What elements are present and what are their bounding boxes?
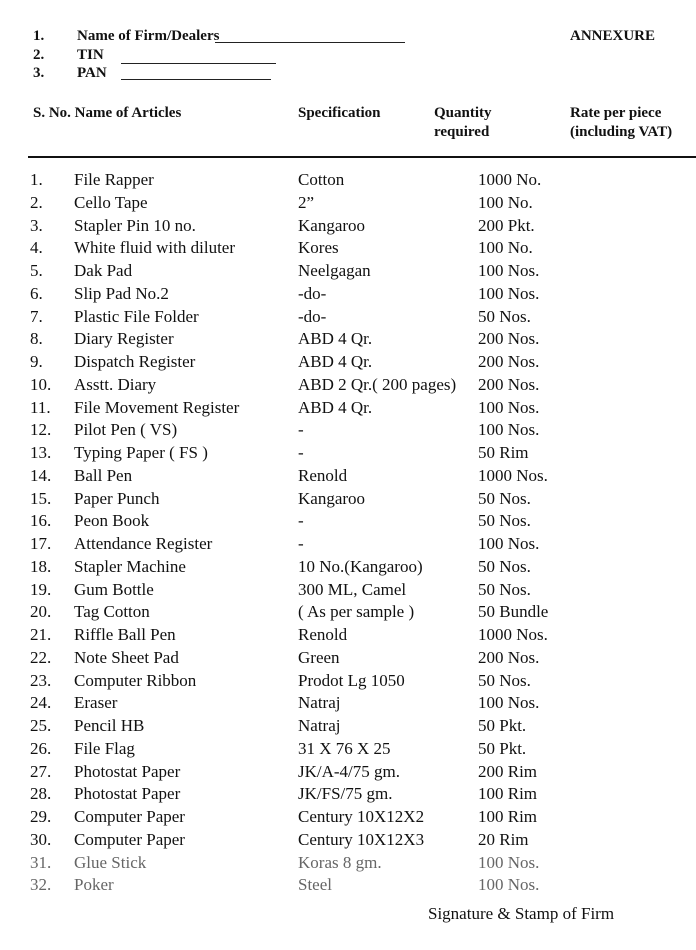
item-sno: 3.	[30, 215, 43, 235]
item-qty: 100 Nos.	[478, 693, 540, 713]
table-row	[0, 716, 696, 739]
item-qty: 100 Nos.	[478, 875, 540, 895]
item-sno: 21.	[30, 625, 52, 644]
col-header-spec: Specification	[298, 105, 381, 121]
item-name: Stapler Machine	[74, 556, 186, 576]
item-sno: 11.	[30, 397, 51, 417]
item-sno: 9.	[30, 352, 43, 371]
item-spec: ( As per sample )	[298, 602, 415, 622]
item-name: Attendance Register	[74, 534, 213, 553]
item-spec: ABD 2 Qr.( 200 pages)	[298, 374, 457, 394]
item-sno: 6.	[30, 283, 43, 303]
item-sno: 2.	[30, 192, 43, 212]
item-name: Stapler Pin 10 no.	[74, 215, 196, 235]
item-name: Dispatch Register	[74, 352, 196, 371]
table-row	[0, 875, 696, 898]
item-name: File Flag	[74, 738, 135, 758]
item-name: Photostat Paper	[74, 784, 181, 804]
item-qty: 50 Bundle	[478, 602, 549, 622]
item-qty: 100 Rim	[478, 807, 538, 826]
col-header-rate	[570, 104, 672, 142]
table-row	[0, 762, 696, 785]
item-spec: 10 No.(Kangaroo)	[298, 556, 423, 576]
item-name: White fluid with diluter	[74, 238, 235, 258]
item-sno: 26.	[30, 738, 52, 758]
item-spec: JK/FS/75 gm.	[298, 784, 393, 804]
item-qty: 100 No.	[478, 238, 533, 258]
item-spec: Renold	[298, 625, 348, 644]
table-row	[0, 693, 696, 716]
table-row	[0, 807, 696, 830]
table-row	[0, 170, 696, 193]
table-row	[0, 489, 696, 512]
item-name: Pencil HB	[74, 716, 145, 735]
item-spec: Cotton	[298, 170, 345, 189]
table-row	[0, 511, 696, 534]
table-row	[0, 466, 696, 489]
item-name: File Movement Register	[74, 397, 240, 417]
item-sno: 17.	[30, 534, 52, 553]
field-number: 2.	[33, 47, 45, 63]
table-row	[0, 557, 696, 580]
item-sno: 19.	[30, 579, 52, 599]
item-name: Eraser	[74, 693, 118, 713]
item-qty: 100 Nos.	[478, 420, 540, 440]
item-spec: Natraj	[298, 716, 341, 735]
field-label: Name of Firm/Dealers	[77, 28, 220, 44]
item-qty: 100 Nos.	[478, 261, 540, 280]
table-row	[0, 193, 696, 216]
item-name: Cello Tape	[74, 192, 148, 212]
item-name: File Rapper	[74, 170, 154, 189]
table-row	[0, 830, 696, 853]
table-row	[0, 420, 696, 443]
item-qty: 200 Nos.	[478, 647, 540, 667]
item-sno: 31.	[30, 852, 52, 872]
item-qty: 20 Rim	[478, 829, 529, 849]
item-sno: 14.	[30, 465, 52, 485]
item-sno: 16.	[30, 511, 52, 531]
item-spec: 300 ML, Camel	[298, 579, 407, 599]
item-qty: 50 Pkt.	[478, 738, 527, 758]
item-sno: 15.	[30, 488, 52, 508]
table-row	[0, 398, 696, 421]
item-qty: 200 Rim	[478, 761, 538, 781]
item-spec: Renold	[298, 465, 348, 485]
item-spec: ABD 4 Qr.	[298, 329, 373, 349]
field-number: 1.	[33, 28, 45, 44]
signature-label: Signature & Stamp of Firm	[428, 904, 615, 923]
item-qty: 100 No.	[478, 192, 533, 212]
item-name: Ball Pen	[74, 465, 133, 485]
item-spec: -do-	[298, 306, 327, 326]
item-name: Computer Ribbon	[74, 670, 197, 690]
item-spec: -do-	[298, 283, 327, 303]
item-spec: Kores	[298, 238, 339, 258]
item-qty: 200 Nos.	[478, 374, 540, 394]
item-qty: 1000 Nos.	[478, 465, 548, 485]
item-sno: 5.	[30, 261, 43, 280]
item-qty: 1000 No.	[478, 170, 542, 189]
item-qty: 100 Nos.	[478, 283, 540, 303]
item-spec: Koras 8 gm.	[298, 852, 382, 872]
item-qty: 200 Nos.	[478, 352, 540, 371]
col-header-qty-line2: required	[434, 124, 490, 140]
table-row	[0, 625, 696, 648]
item-spec: JK/A-4/75 gm.	[298, 761, 400, 781]
item-sno: 29.	[30, 807, 52, 826]
table-row	[0, 648, 696, 671]
item-name: Computer Paper	[74, 807, 185, 826]
item-spec: -	[298, 443, 304, 462]
item-qty: 50 Nos.	[478, 579, 531, 599]
table-row	[0, 443, 696, 466]
item-sno: 7.	[30, 306, 43, 326]
item-sno: 12.	[30, 420, 52, 440]
item-name: Asstt. Diary	[74, 374, 157, 394]
item-name: Slip Pad No.2	[74, 283, 169, 303]
item-name: Dak Pad	[74, 261, 133, 280]
item-sno: 28.	[30, 784, 52, 804]
annexure-label: ANNEXURE	[570, 28, 656, 44]
item-sno: 22.	[30, 647, 52, 667]
table-row	[0, 375, 696, 398]
table-row	[0, 602, 696, 625]
item-name: Peon Book	[74, 511, 150, 531]
item-sno: 1.	[30, 170, 43, 189]
item-sno: 27.	[30, 761, 52, 781]
item-name: Plastic File Folder	[74, 306, 199, 326]
item-name: Note Sheet Pad	[74, 647, 179, 667]
item-spec: -	[298, 420, 304, 440]
table-row	[0, 307, 696, 330]
item-qty: 200 Pkt.	[478, 215, 535, 235]
item-name: Diary Register	[74, 329, 174, 349]
item-qty: 100 Nos.	[478, 397, 540, 417]
item-sno: 13.	[30, 443, 52, 462]
table-row	[0, 261, 696, 284]
item-spec: Natraj	[298, 693, 341, 713]
item-spec: Kangaroo	[298, 215, 366, 235]
item-spec: 31 X 76 X 25	[298, 738, 391, 758]
item-name: Tag Cotton	[74, 602, 150, 622]
item-sno: 25.	[30, 716, 52, 735]
items-table	[0, 170, 696, 898]
fill-line	[215, 42, 405, 43]
table-row	[0, 284, 696, 307]
item-sno: 8.	[30, 329, 43, 349]
fill-line	[121, 63, 276, 64]
item-qty: 100 Nos.	[478, 534, 540, 553]
field-label: TIN	[77, 47, 104, 63]
item-spec: ABD 4 Qr.	[298, 397, 373, 417]
col-header-qty	[434, 104, 492, 142]
table-row	[0, 853, 696, 876]
item-qty: 50 Nos.	[478, 488, 531, 508]
field-label: PAN	[77, 65, 107, 81]
item-qty: 100 Rim	[478, 784, 538, 804]
item-qty: 200 Nos.	[478, 329, 540, 349]
item-qty: 50 Nos.	[478, 670, 531, 690]
table-row	[0, 784, 696, 807]
fill-line	[121, 79, 271, 80]
col-header-qty-line1: Quantity	[434, 105, 492, 121]
item-spec: Prodot Lg 1050	[298, 670, 405, 690]
item-qty: 1000 Nos.	[478, 625, 548, 644]
item-sno: 32.	[30, 875, 52, 895]
item-spec: Kangaroo	[298, 488, 366, 508]
item-sno: 23.	[30, 670, 52, 690]
item-sno: 30.	[30, 829, 52, 849]
table-row	[0, 352, 696, 375]
item-spec: Green	[298, 647, 340, 667]
item-qty: 50 Nos.	[478, 556, 531, 576]
item-sno: 20.	[30, 602, 52, 622]
item-sno: 18.	[30, 556, 52, 576]
item-name: Computer Paper	[74, 829, 185, 849]
table-row	[0, 671, 696, 694]
item-spec: Century 10X12X3	[298, 829, 425, 849]
table-row	[0, 739, 696, 762]
col-header-rate-line2: (including VAT)	[570, 124, 673, 140]
item-sno: 24.	[30, 693, 52, 713]
item-spec: Steel	[298, 875, 332, 895]
item-spec: -	[298, 511, 304, 531]
item-sno: 10.	[30, 374, 52, 394]
table-row	[0, 329, 696, 352]
item-qty: 50 Nos.	[478, 511, 531, 531]
item-spec: 2”	[298, 192, 315, 212]
table-row	[0, 580, 696, 603]
item-name: Glue Stick	[74, 852, 147, 872]
table-row	[0, 238, 696, 261]
item-spec: ABD 4 Qr.	[298, 352, 373, 371]
item-name: Riffle Ball Pen	[74, 625, 176, 644]
table-row	[0, 534, 696, 557]
item-spec: Century 10X12X2	[298, 807, 425, 826]
header-divider	[28, 156, 696, 158]
item-name: Paper Punch	[74, 488, 160, 508]
item-name: Gum Bottle	[74, 579, 154, 599]
item-name: Photostat Paper	[74, 761, 181, 781]
item-qty: 100 Nos.	[478, 852, 540, 872]
item-qty: 50 Rim	[478, 443, 529, 462]
table-row	[0, 216, 696, 239]
item-name: Pilot Pen ( VS)	[74, 420, 178, 440]
item-name: Typing Paper ( FS )	[74, 443, 208, 462]
col-header-rate-line1: Rate per piece	[570, 105, 662, 121]
item-qty: 50 Nos.	[478, 306, 531, 326]
col-header-sno-name: S. No. Name of Articles	[33, 105, 182, 121]
item-qty: 50 Pkt.	[478, 716, 527, 735]
field-number: 3.	[33, 65, 45, 81]
item-name: Poker	[74, 875, 114, 895]
item-spec: -	[298, 534, 304, 553]
item-sno: 4.	[30, 238, 43, 258]
item-spec: Neelgagan	[298, 261, 371, 280]
